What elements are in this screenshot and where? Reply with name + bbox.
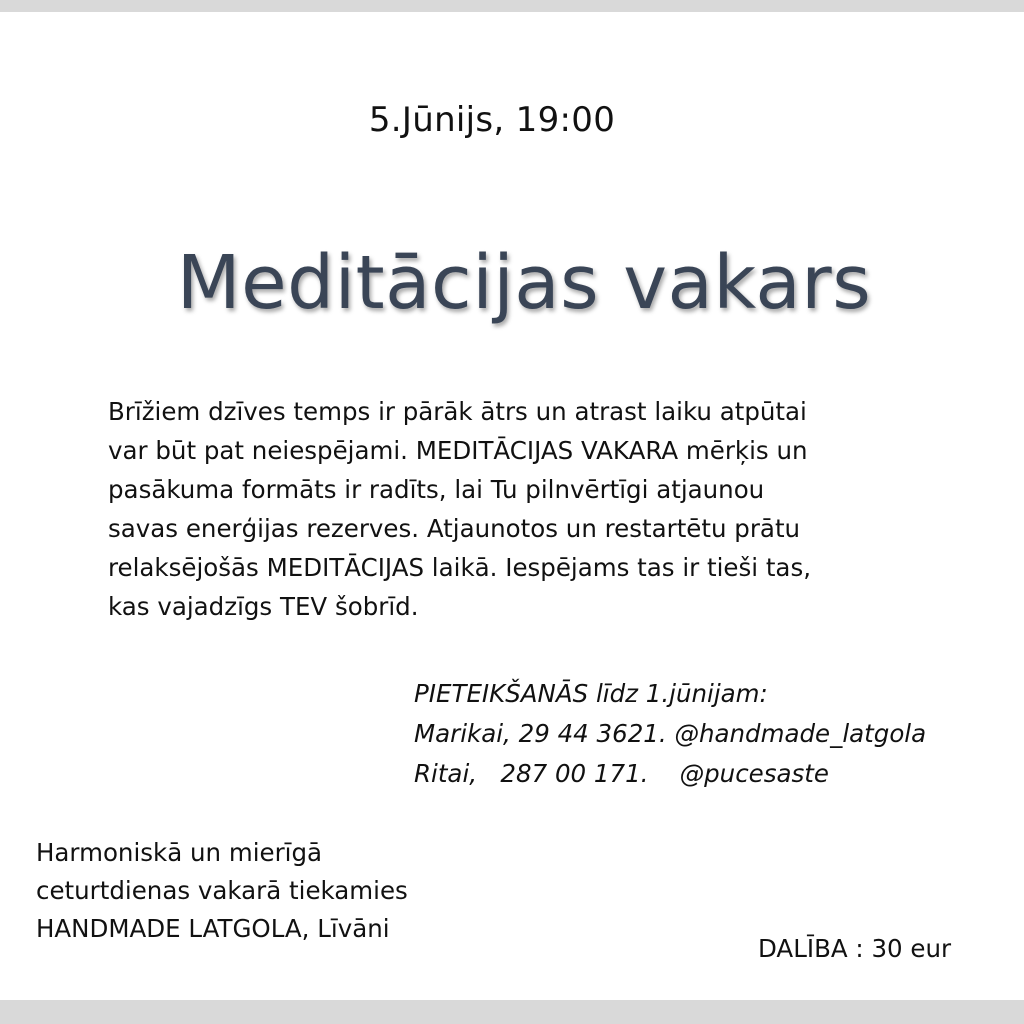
description-line: pasākuma formāts ir radīts, lai Tu pilnvērtīgi atjaunou xyxy=(108,475,765,504)
description-line: relaksējošās MEDITĀCIJAS laikā. Iespējams tas ir tieši tas, xyxy=(108,553,811,582)
event-date-time: 5.Jūnijs, 19:00 xyxy=(368,100,616,140)
venue-line: HANDMADE LATGOLA, Līvāni xyxy=(36,914,390,943)
contact-rita: Ritai, 287 00 171. @pucesaste xyxy=(414,759,829,788)
description-line: var būt pat neiespējami. MEDITĀCIJAS VAKARA mērķis un xyxy=(108,436,808,465)
event-poster xyxy=(0,12,1024,1000)
event-title: Meditācijas vakars xyxy=(176,240,872,326)
venue-line: ceturtdienas vakarā tiekamies xyxy=(36,876,408,905)
venue-line: Harmoniskā un mierīgā xyxy=(36,838,323,867)
description-line: savas enerģijas rezerves. Atjaunotos un restartētu prātu xyxy=(108,514,801,543)
participation-fee: DALĪBA : 30 eur xyxy=(758,934,952,963)
signup-info xyxy=(414,674,926,794)
description-line: kas vajadzīgs TEV šobrīd. xyxy=(108,592,419,621)
event-description xyxy=(108,392,918,626)
signup-deadline: PIETEIKŠANĀS līdz 1.jūnijam: xyxy=(414,679,768,708)
contact-marika: Marikai, 29 44 3621. @handmade_latgola xyxy=(414,719,927,748)
venue-info xyxy=(36,834,408,948)
description-line: Brīžiem dzīves temps ir pārāk ātrs un atrast laiku atpūtai xyxy=(108,397,807,426)
